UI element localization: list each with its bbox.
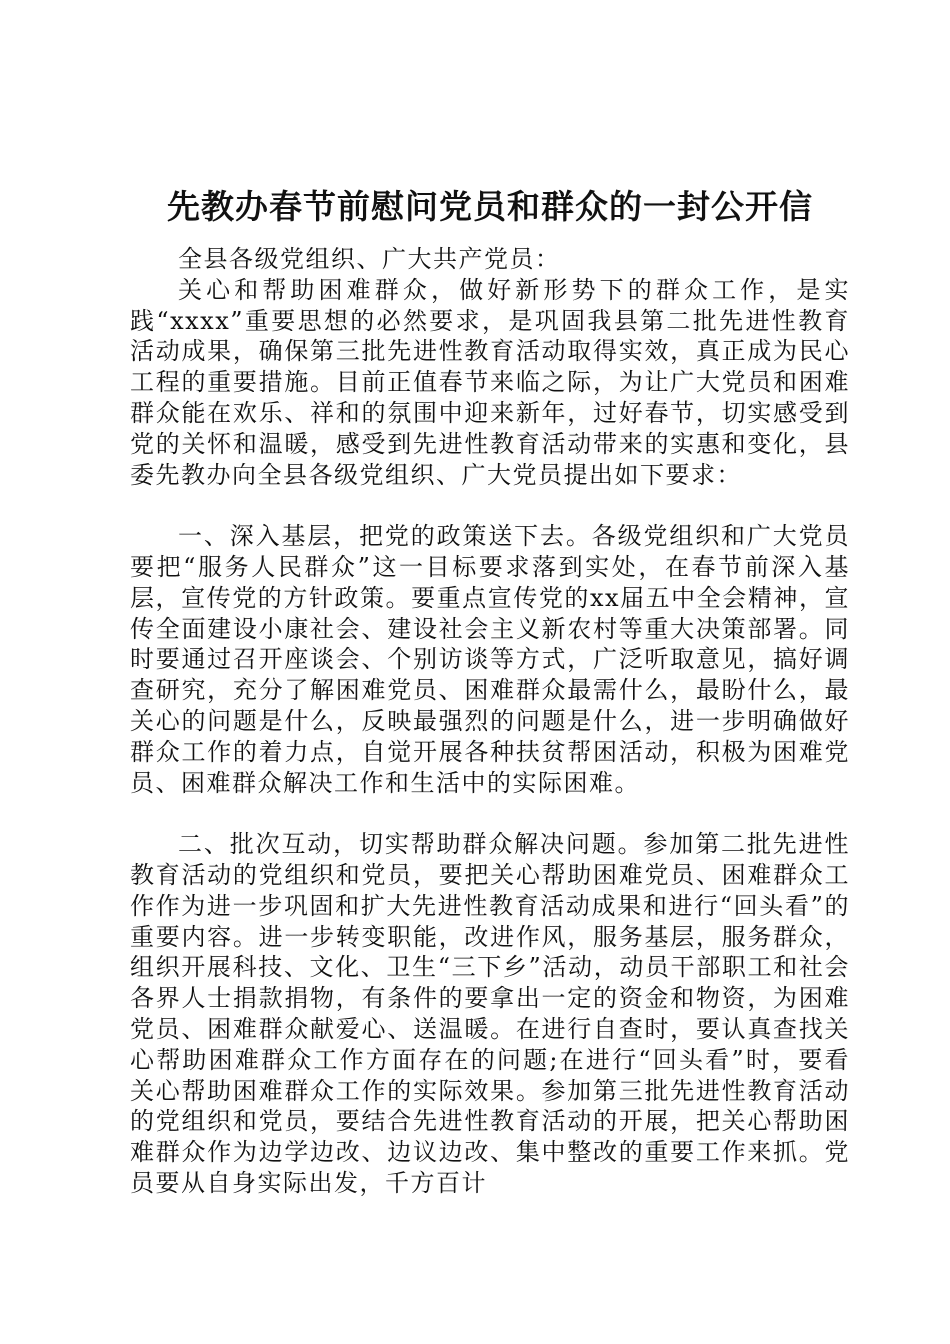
paragraph-section-2: 二、批次互动，切实帮助群众解决问题。参加第二批先进性教育活动的党组织和党员，要把关心帮助困难党员、困难群众工作作为进一步巩固和扩大先进性教育活动成果和进行“回头看”的重要内容。进一步转变职能，改进作风，服务基层，服务群众，组织开展科技、文化、卫生“三下乡”活动，动员干部职工和社会各界人士捐款捐物，有条件的要拿出一定的资金和物资，为困难党员、困难群众献爱心、送温暖。在进行自查时，要认真查找关心帮助困难群众工作方面存在的问题;在进行“回头看”时，要看关心帮助困难群众工作的实际效果。参加第三批先进性教育活动的党组织和党员，要结合先进性教育活动的开展，把关心帮助困难群众作为边学边改、边议边改、集中整改的重要工作来抓。党员要从自身实际出发，千方百计 xyxy=(130,830,850,1197)
paragraph-section-1: 一、深入基层，把党的政策送下去。各级党组织和广大党员要把“服务人民群众”这一目标要求落到实处，在春节前深入基层，宣传党的方针政策。要重点宣传党的xx届五中全会精神，宣传全面建设小康社会、建设社会主义新农村等重大决策部署。同时要通过召开座谈会、个别访谈等方式，广泛听取意见，搞好调查研究，充分了解困难党员、困难群众最需什么，最盼什么，最关心的问题是什么，反映最强烈的问题是什么，进一步明确做好群众工作的着力点，自觉开展各种扶贫帮困活动，积极为困难党员、困难群众解决工作和生活中的实际困难。 xyxy=(130,522,850,797)
paragraph-intro: 关心和帮助困难群众，做好新形势下的群众工作，是实践“xxxx”重要思想的必然要求，是巩固我县第二批先进性教育活动成果，确保第三批先进性教育活动取得实效，真正成为民心工程的重要措施。目前正值春节来临之际，为让广大党员和困难群众能在欢乐、祥和的氛围中迎来新年，过好春节，切实感受到党的关怀和温暖，感受到先进性教育活动带来的实惠和变化，县委先教办向全县各级党组织、广大党员提出如下要求： xyxy=(130,275,850,489)
paragraph-gap xyxy=(130,490,850,521)
paragraph-gap xyxy=(130,798,850,829)
document-title: 先教办春节前慰问党员和群众的一封公开信 xyxy=(167,187,813,226)
document-page xyxy=(130,178,850,1199)
salutation: 全县各级党组织、广大共产党员： xyxy=(178,245,561,273)
